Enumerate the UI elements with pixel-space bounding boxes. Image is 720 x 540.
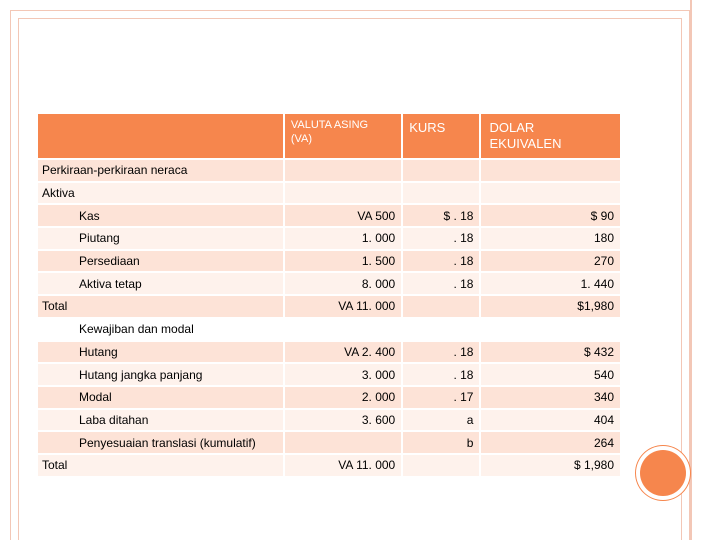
row-label: Kewajiban dan modal [38, 319, 283, 340]
row-va: VA 11. 000 [285, 455, 401, 476]
row-kurs: . 18 [403, 228, 479, 249]
header-valuta-line2: (VA) [290, 133, 313, 145]
row-dollar: 1. 440 [481, 273, 620, 294]
header-valuta-line1: VALUTA ASING [290, 119, 369, 131]
row-label: Total [38, 296, 283, 317]
row-label: Hutang jangka panjang [38, 364, 283, 385]
table-row [38, 251, 620, 272]
row-kurs: . 18 [403, 251, 479, 272]
table-row-total [38, 296, 620, 317]
table-row [38, 205, 620, 226]
table-header-row [38, 114, 620, 158]
row-va: VA 11. 000 [285, 296, 401, 317]
table-row [38, 273, 620, 294]
table-row [38, 228, 620, 249]
table-row [38, 160, 620, 181]
row-dollar: 264 [481, 432, 620, 453]
header-valuta [285, 114, 401, 158]
decorative-circle [640, 450, 686, 496]
row-kurs [403, 160, 479, 181]
header-blank-cell [38, 114, 283, 158]
row-label: Hutang [38, 342, 283, 363]
table-row [38, 432, 620, 453]
row-dollar: 340 [481, 387, 620, 408]
row-dollar: $ 432 [481, 342, 620, 363]
table-row [38, 342, 620, 363]
row-dollar: 270 [481, 251, 620, 272]
row-label: Penyesuaian translasi (kumulatif) [38, 432, 283, 453]
row-kurs: . 18 [403, 364, 479, 385]
table-row-total [38, 455, 620, 476]
row-dollar [481, 183, 620, 204]
row-va: 2. 000 [285, 387, 401, 408]
header-dollar-line1: DOLAR [489, 120, 535, 135]
row-dollar: 180 [481, 228, 620, 249]
row-label: Perkiraan-perkiraan neraca [38, 160, 283, 181]
row-va: 1. 000 [285, 228, 401, 249]
table-row [38, 183, 620, 204]
row-va: 8. 000 [285, 273, 401, 294]
translation-table [36, 112, 622, 478]
header-kurs: KURS [403, 114, 479, 158]
row-dollar: $1,980 [481, 296, 620, 317]
table-row [38, 364, 620, 385]
row-va: 1. 500 [285, 251, 401, 272]
row-kurs: a [403, 410, 479, 431]
row-va: VA 2. 400 [285, 342, 401, 363]
row-va: VA 500 [285, 205, 401, 226]
row-kurs [403, 319, 479, 340]
row-dollar: 404 [481, 410, 620, 431]
slide-side-bar [690, 0, 692, 540]
table-row [38, 410, 620, 431]
table-row [38, 319, 620, 340]
row-dollar: $ 1,980 [481, 455, 620, 476]
row-label: Modal [38, 387, 283, 408]
row-label: Aktiva [38, 183, 283, 204]
row-dollar: 540 [481, 364, 620, 385]
row-label: Aktiva tetap [38, 273, 283, 294]
row-label: Piutang [38, 228, 283, 249]
row-dollar: $ 90 [481, 205, 620, 226]
header-dollar-line2: EKUIVALEN [489, 136, 562, 151]
row-kurs: . 18 [403, 342, 479, 363]
row-kurs [403, 455, 479, 476]
header-dollar [481, 114, 620, 158]
row-label: Kas [38, 205, 283, 226]
row-va [285, 160, 401, 181]
row-kurs [403, 296, 479, 317]
row-dollar [481, 160, 620, 181]
row-label: Laba ditahan [38, 410, 283, 431]
row-va: 3. 000 [285, 364, 401, 385]
row-kurs [403, 183, 479, 204]
row-va [285, 432, 401, 453]
row-kurs: . 18 [403, 273, 479, 294]
row-va [285, 183, 401, 204]
table-row [38, 387, 620, 408]
row-kurs: . 17 [403, 387, 479, 408]
row-va [285, 319, 401, 340]
row-dollar [481, 319, 620, 340]
row-kurs: b [403, 432, 479, 453]
row-va: 3. 600 [285, 410, 401, 431]
row-label: Total [38, 455, 283, 476]
row-kurs: $ . 18 [403, 205, 479, 226]
row-label: Persediaan [38, 251, 283, 272]
